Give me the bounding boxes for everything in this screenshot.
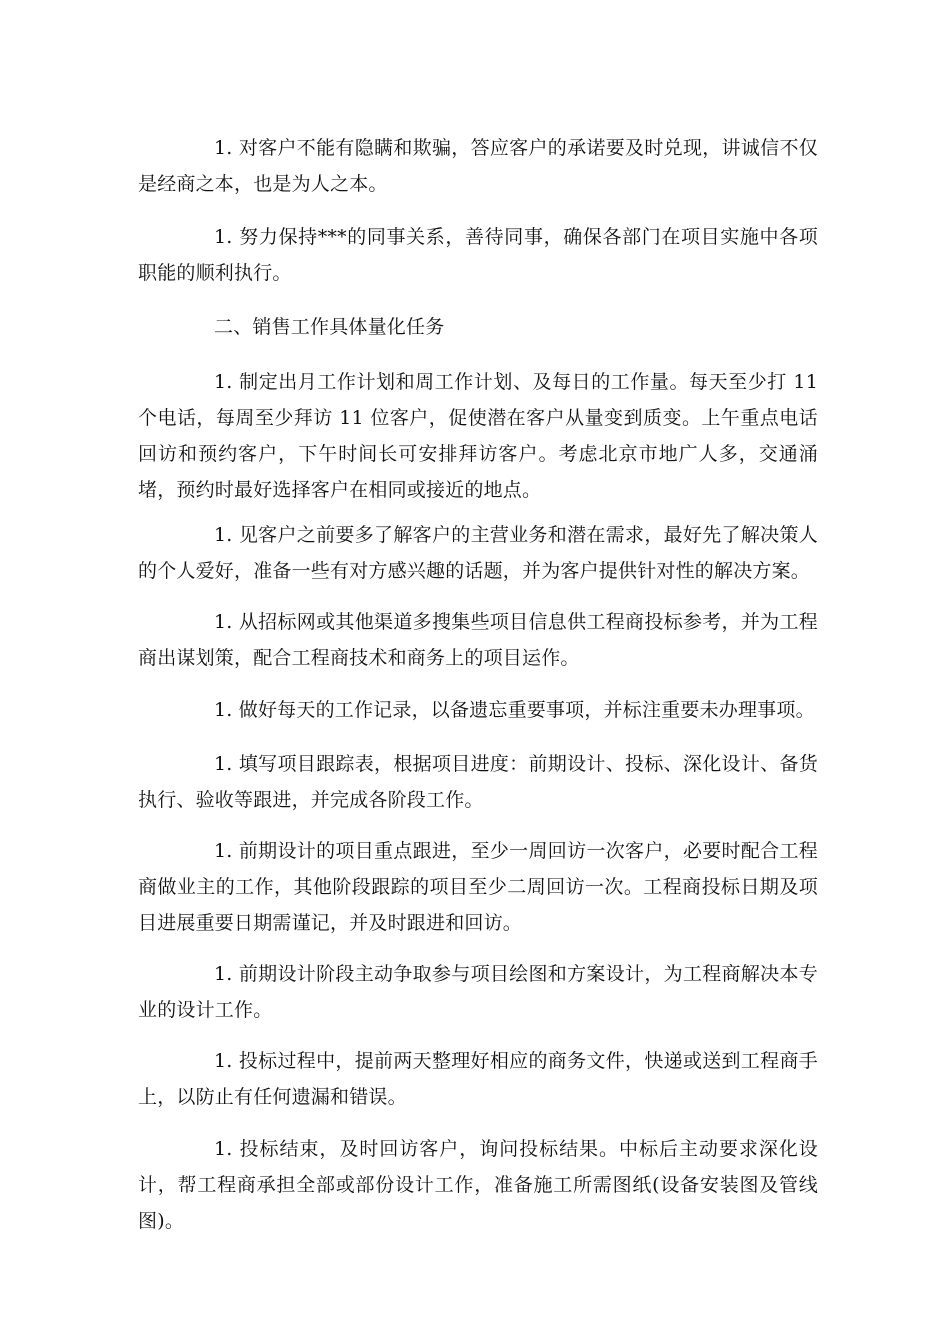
paragraph-early-design: 1. 前期设计阶段主动争取参与项目绘图和方案设计，为工程商解决本专业的设计工作。 — [138, 963, 818, 1021]
section-heading-sales-tasks: 二、销售工作具体量化任务 — [214, 316, 445, 338]
paragraph-tender-info: 1. 从招标网或其他渠道多搜集些项目信息供工程商投标参考，并为工程商出谋划策，配合工程商技术和商务上的项目运作。 — [138, 611, 818, 669]
paragraph-project-tracking: 1. 填写项目跟踪表，根据项目进度：前期设计、投标、深化设计、备货执行、验收等跟进，并完成各阶段工作。 — [138, 753, 818, 811]
paragraph-bid-result: 1. 投标结束，及时回访客户，询问投标结果。中标后主动要求深化设计，帮工程商承担全部或部份设计工作，准备施工所需图纸(设备安装图及管线图)。 — [138, 1138, 818, 1232]
paragraph-client-research: 1. 见客户之前要多了解客户的主营业务和潜在需求，最好先了解决策人的个人爱好，准备一些有对方感兴趣的话题，并为客户提供针对性的解决方案。 — [138, 524, 818, 582]
paragraph-work-record: 1. 做好每天的工作记录，以备遗忘重要事项，并标注重要未办理事项。 — [214, 699, 815, 721]
paragraph-colleagues: 1. 努力保持***的同事关系，善待同事，确保各部门在项目实施中各项职能的顺利执行。 — [138, 226, 818, 284]
paragraph-bidding: 1. 投标过程中，提前两天整理好相应的商务文件，快递或送到工程商手上，以防止有任何遗漏和错误。 — [138, 1050, 818, 1108]
paragraph-honesty: 1. 对客户不能有隐瞒和欺骗，答应客户的承诺要及时兑现，讲诚信不仅是经商之本，也是为人之本。 — [138, 137, 818, 195]
paragraph-work-plan: 1. 制定出月工作计划和周工作计划、及每日的工作量。每天至少打 11 个电话，每周至少拜访 11 位客户，促使潜在客户从量变到质变。上午重点电话回访和预约客户，下午时间长可安排拜访客户。考虑北京市地广人多，交通涌堵，预约时最好选择客户在相同或接近的地点。 — [138, 371, 818, 501]
paragraph-follow-up: 1. 前期设计的项目重点跟进，至少一周回访一次客户，必要时配合工程商做业主的工作，其他阶段跟踪的项目至少二周回访一次。工程商投标日期及项目进展重要日期需谨记，并及时跟进和回访。 — [138, 840, 818, 934]
